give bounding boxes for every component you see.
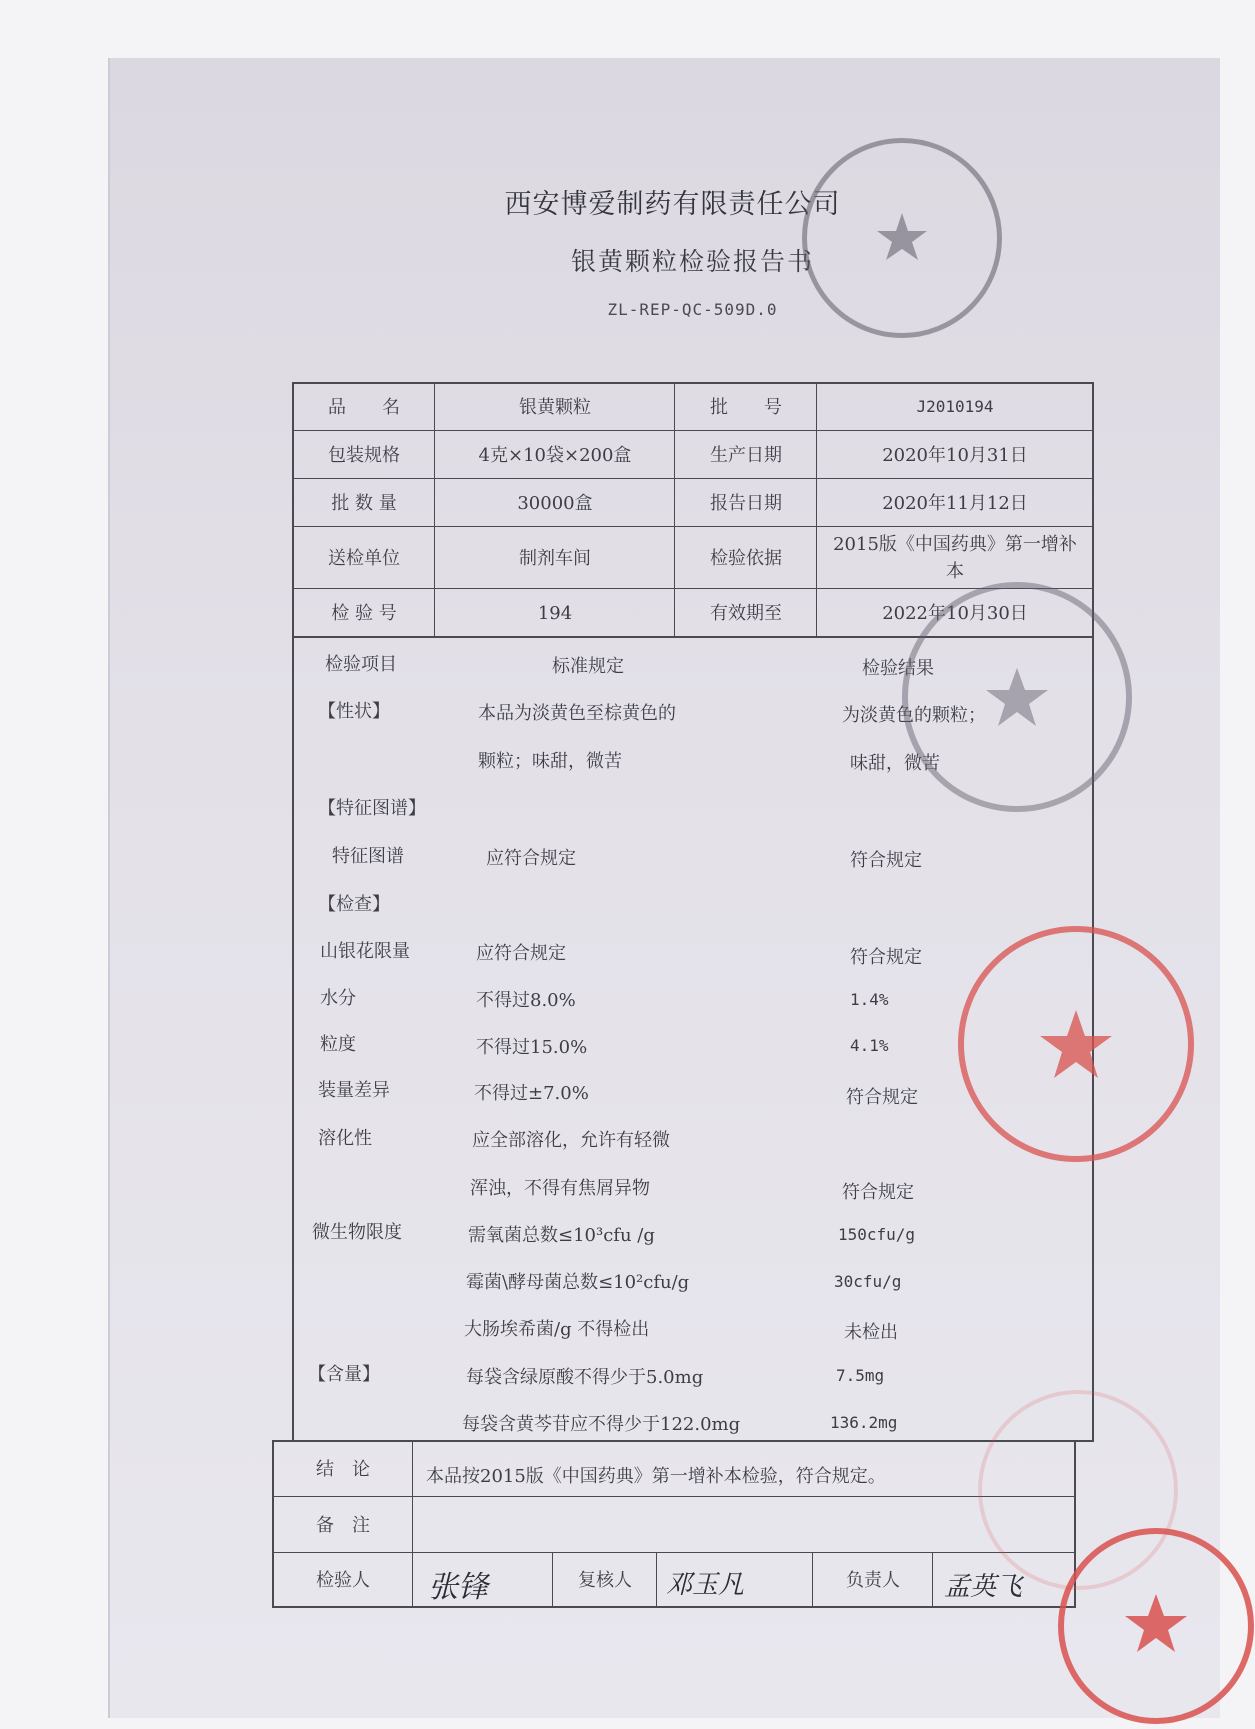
stamp1-star-icon bbox=[807, 143, 997, 333]
assay-std-2: 每袋含黄芩苷应不得少于122.0mg bbox=[462, 1414, 741, 1435]
company-name: 西安博爱制药有限责任公司 bbox=[504, 189, 841, 220]
spec-label: 包装规格 bbox=[328, 444, 400, 466]
test-no-value: 194 bbox=[537, 602, 573, 624]
stamp4-star-icon bbox=[1064, 1534, 1248, 1718]
appearance-std-2: 颗粒；味甜，微苦 bbox=[478, 751, 622, 772]
document-code: ZL-REP-QC-509D.0 bbox=[607, 300, 778, 319]
company-qa-stamp bbox=[802, 138, 1002, 338]
col-head-standard: 标准规定 bbox=[552, 656, 624, 677]
test-no-label: 检 验 号 bbox=[331, 602, 397, 624]
granularity-std: 不得过15.0% bbox=[476, 1037, 588, 1058]
micro-res-3: 未检出 bbox=[844, 1322, 898, 1343]
responsible-label: 负责人 bbox=[846, 1569, 900, 1591]
col-head-item: 检验项目 bbox=[325, 654, 397, 675]
micro-std-1: 需氧菌总数≤10³cfu /g bbox=[468, 1225, 655, 1246]
red-dept-stamp bbox=[958, 926, 1194, 1162]
solubility-item: 溶化性 bbox=[318, 1128, 372, 1149]
fill-std: 不得过±7.0% bbox=[474, 1083, 589, 1104]
water-item: 水分 bbox=[320, 988, 356, 1009]
reviewer-label: 复核人 bbox=[578, 1569, 632, 1591]
batch-label: 批 号 bbox=[710, 396, 782, 418]
appearance-res-1: 为淡黄色的颗粒； bbox=[842, 705, 986, 726]
report-date-label: 报告日期 bbox=[710, 492, 782, 514]
mfg-date-label: 生产日期 bbox=[710, 444, 782, 466]
basis-label: 检验依据 bbox=[710, 547, 782, 569]
conclusion-text: 本品按2015版《中国药典》第一增补本检验，符合规定。 bbox=[426, 1466, 886, 1487]
report-date-value: 2020年11月12日 bbox=[882, 492, 1028, 514]
micro-std-2: 霉菌\酵母菌总数≤10²cfu/g bbox=[466, 1272, 690, 1293]
appearance-res-2: 味甜，微苦 bbox=[850, 753, 940, 774]
solubility-res: 符合规定 bbox=[842, 1182, 914, 1203]
fingerprint-std: 应符合规定 bbox=[486, 848, 576, 869]
micro-res-2: 30cfu/g bbox=[834, 1272, 902, 1291]
fingerprint-res: 符合规定 bbox=[850, 850, 922, 871]
responsible-signature: 孟英飞 bbox=[944, 1572, 1023, 1602]
assay-std-1: 每袋含绿原酸不得少于5.0mg bbox=[466, 1367, 704, 1388]
expiry-value: 2022年10月30日 bbox=[882, 602, 1028, 624]
granularity-item: 粒度 bbox=[320, 1034, 356, 1055]
solubility-std-2: 浑浊，不得有焦屑异物 bbox=[470, 1178, 650, 1199]
submit-value: 制剂车间 bbox=[519, 547, 591, 569]
batch-value: J2010194 bbox=[916, 397, 994, 416]
assay-res-1: 7.5mg bbox=[836, 1366, 885, 1385]
fingerprint-item: 特征图谱 bbox=[332, 846, 404, 867]
fill-res: 符合规定 bbox=[846, 1087, 918, 1108]
assay-res-2: 136.2mg bbox=[830, 1413, 898, 1432]
solubility-std-1: 应全部溶化，允许有轻微 bbox=[472, 1130, 670, 1151]
honeysuckle-res: 符合规定 bbox=[850, 947, 922, 968]
stamp2-star-icon bbox=[908, 588, 1126, 806]
qty-value: 30000盒 bbox=[517, 492, 593, 514]
fill-item: 装量差异 bbox=[318, 1080, 390, 1101]
reviewer-signature: 邓玉凡 bbox=[666, 1570, 745, 1600]
micro-std-3: 大肠埃希菌/g 不得检出 bbox=[464, 1319, 650, 1340]
mfg-date-value: 2020年10月31日 bbox=[882, 444, 1028, 466]
product-label: 品 名 bbox=[328, 396, 400, 418]
section-assay: 【含量】 bbox=[308, 1364, 380, 1385]
stamp3-star-icon bbox=[964, 932, 1188, 1156]
report-title: 银黄颗粒检验报告书 bbox=[570, 247, 814, 276]
section-appearance: 【性状】 bbox=[318, 701, 390, 722]
basis-value: 2015版《中国药典》第一增补本 bbox=[833, 534, 1077, 582]
micro-res-1: 150cfu/g bbox=[838, 1225, 916, 1244]
gray-seal-stamp bbox=[902, 582, 1132, 812]
section-check: 【检查】 bbox=[318, 894, 390, 915]
inspector-signature: 张锋 bbox=[428, 1570, 488, 1605]
expiry-label: 有效期至 bbox=[710, 602, 782, 624]
water-std: 不得过8.0% bbox=[476, 990, 576, 1011]
honeysuckle-item: 山银花限量 bbox=[320, 941, 410, 962]
submit-label: 送检单位 bbox=[328, 547, 400, 569]
product-value: 银黄颗粒 bbox=[519, 396, 591, 418]
qty-label: 批 数 量 bbox=[331, 492, 397, 514]
granularity-res: 4.1% bbox=[850, 1036, 889, 1055]
micro-item: 微生物限度 bbox=[312, 1222, 402, 1243]
remark-label: 备 注 bbox=[316, 1514, 370, 1536]
inspector-label: 检验人 bbox=[316, 1569, 370, 1591]
water-res: 1.4% bbox=[850, 990, 889, 1009]
spec-value: 4克×10袋×200盒 bbox=[478, 444, 632, 466]
conclusion-label: 结 论 bbox=[316, 1458, 370, 1480]
honeysuckle-std: 应符合规定 bbox=[476, 943, 566, 964]
col-head-result: 检验结果 bbox=[862, 658, 934, 679]
red-inspection-stamp bbox=[1058, 1528, 1254, 1724]
section-fingerprint: 【特征图谱】 bbox=[318, 798, 426, 819]
appearance-std-1: 本品为淡黄色至棕黄色的 bbox=[478, 703, 676, 724]
